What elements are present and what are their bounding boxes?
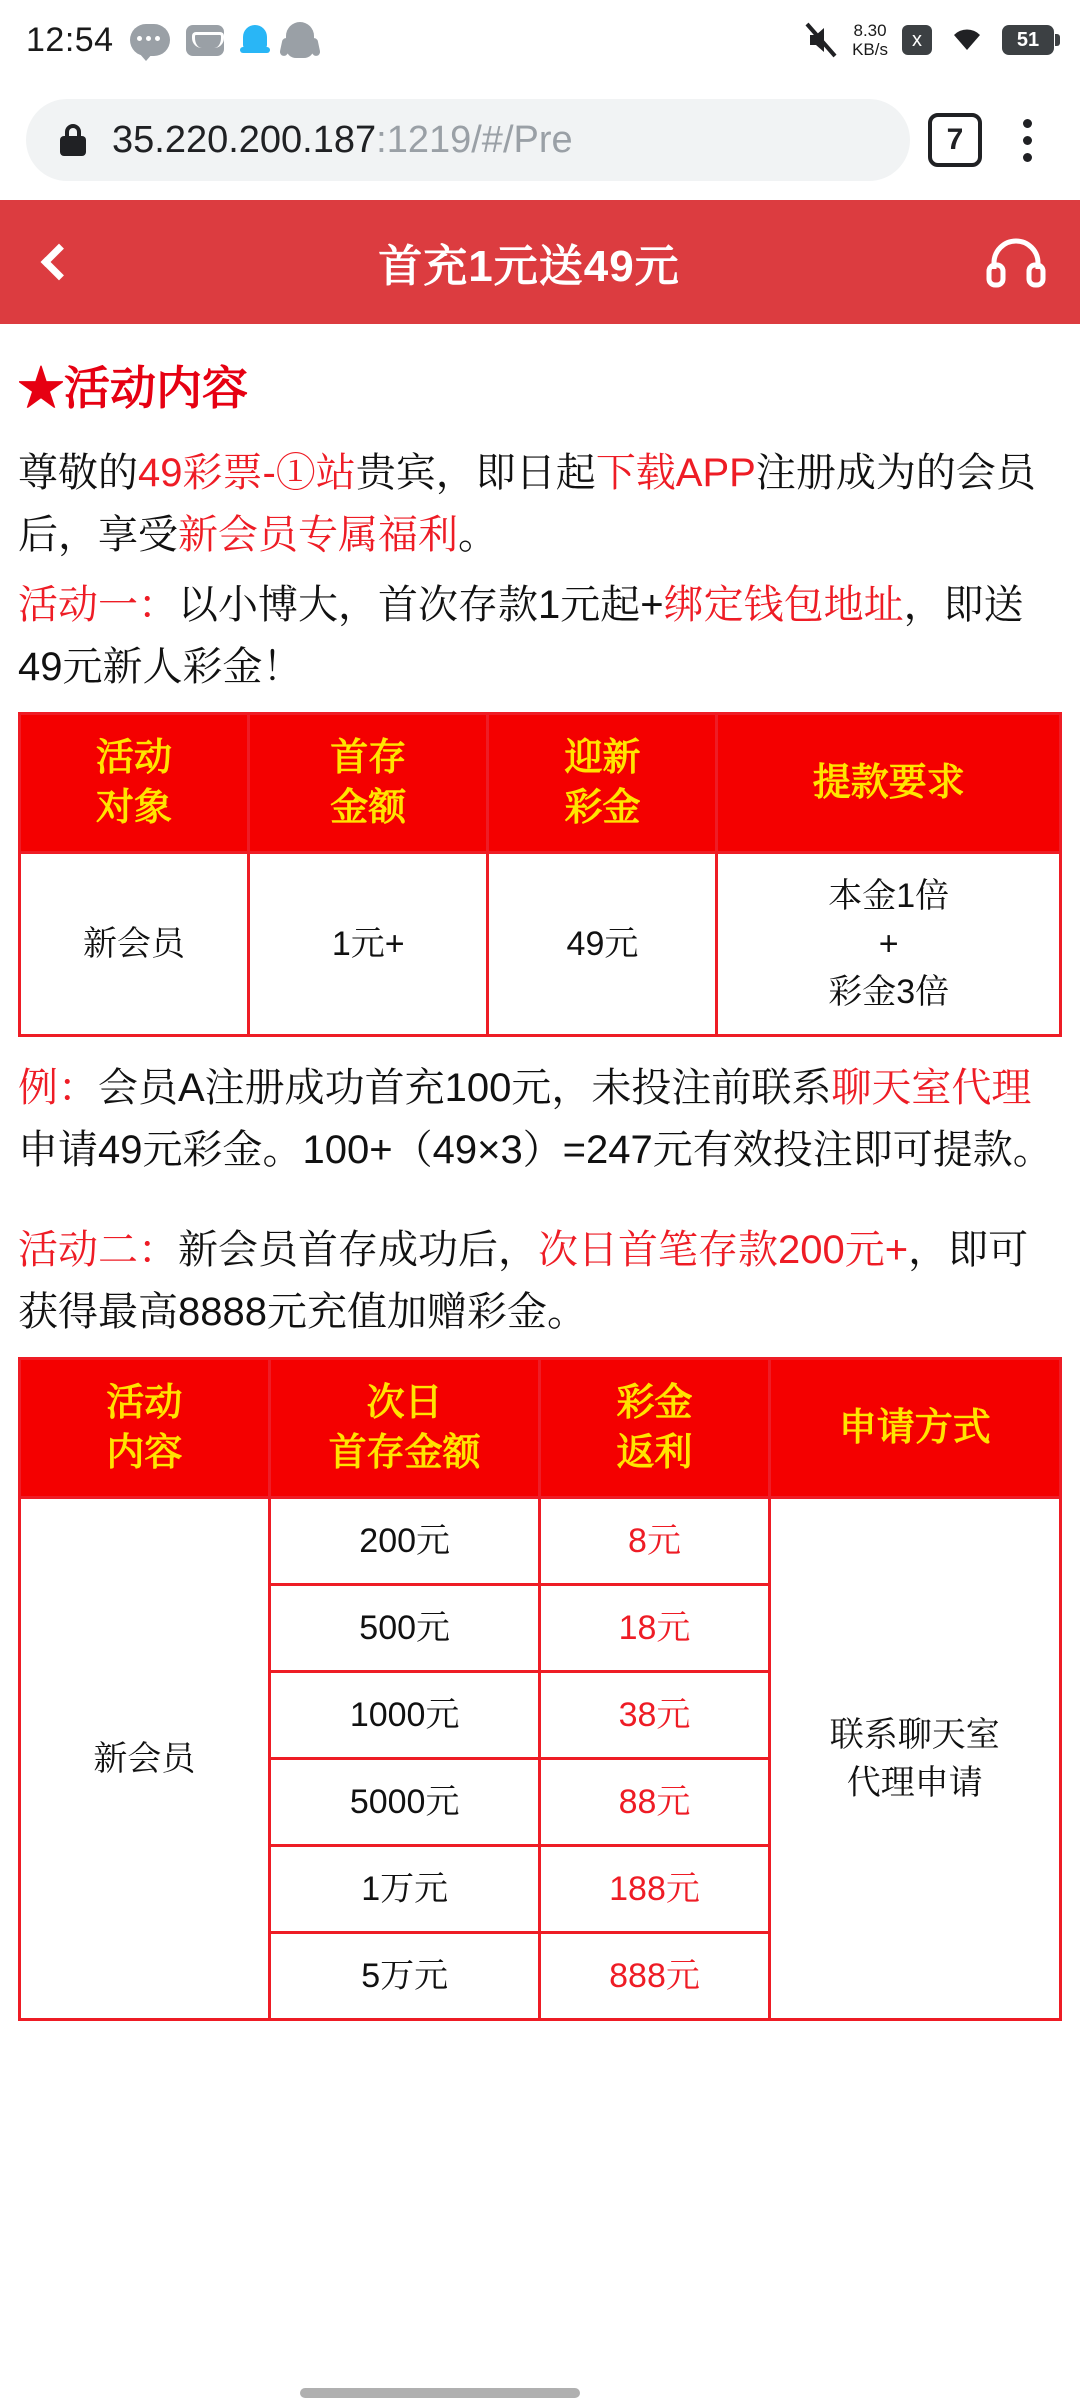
wifi-icon bbox=[946, 22, 988, 59]
th-bonus-line2: 彩金 bbox=[564, 787, 641, 829]
cell2-rebate: 18元 bbox=[540, 1585, 769, 1672]
th2-deposit-line2: 首存金额 bbox=[328, 1432, 481, 1474]
th-target-line2: 对象 bbox=[96, 787, 173, 829]
url-text bbox=[112, 119, 573, 162]
tab-switcher-button[interactable]: 7 bbox=[928, 113, 982, 167]
cell-withdraw bbox=[717, 853, 1061, 1036]
example-text-2: 申请49元彩金。100+（49×3）=247元 bbox=[18, 1128, 693, 1172]
th-withdraw-line1: 提款要求 bbox=[812, 762, 965, 804]
th-deposit-line1: 首存 bbox=[330, 737, 407, 779]
cell2-apply-method bbox=[769, 1498, 1061, 2020]
network-speed-indicator bbox=[852, 21, 888, 59]
intro-paragraph bbox=[18, 442, 1062, 566]
intro-text-4: 为的会员后，享受 bbox=[18, 451, 1036, 557]
qq-icon bbox=[286, 22, 314, 58]
horizontal-scrollbar[interactable] bbox=[300, 2388, 580, 2398]
cell-deposit: 1元+ bbox=[249, 853, 488, 1036]
activity-one-paragraph bbox=[18, 574, 1062, 698]
android-status-bar bbox=[0, 0, 1080, 80]
cell2-deposit: 200元 bbox=[269, 1498, 540, 1585]
cell-bonus: 49元 bbox=[488, 853, 717, 1036]
page-header bbox=[0, 200, 1080, 324]
browser-toolbar bbox=[0, 80, 1080, 200]
cell2-deposit: 500元 bbox=[269, 1585, 540, 1672]
th2-apply bbox=[769, 1359, 1061, 1498]
intro-text-2: 贵宾，即日起 bbox=[355, 451, 596, 495]
cell2-rebate: 188元 bbox=[540, 1846, 769, 1933]
brand-name: 49彩票-①站 bbox=[138, 451, 356, 495]
battery-indicator: 51 bbox=[1002, 25, 1054, 55]
chat-bubble-icon bbox=[130, 24, 170, 56]
th2-content bbox=[20, 1359, 270, 1498]
activity-one-label: 活动一： bbox=[18, 583, 178, 627]
cell2-deposit: 1000元 bbox=[269, 1672, 540, 1759]
network-speed-value: 8.30 bbox=[853, 21, 887, 40]
address-bar[interactable] bbox=[26, 99, 910, 181]
next-day-deposit-text: 次日首笔存款200元+ bbox=[538, 1228, 909, 1272]
table-row bbox=[20, 1498, 1061, 1585]
th2-rebate-line2: 返利 bbox=[616, 1432, 693, 1474]
table-header-row bbox=[20, 714, 1061, 853]
cell-withdraw-line3: 彩金3倍 bbox=[828, 973, 950, 1011]
th2-rebate-line1: 彩金 bbox=[616, 1382, 693, 1424]
cell2-deposit: 1万元 bbox=[269, 1846, 540, 1933]
cell-withdraw-line2: + bbox=[878, 925, 899, 963]
th-target-line1: 活动 bbox=[96, 737, 173, 779]
th2-rebate bbox=[540, 1359, 769, 1498]
bell-icon bbox=[240, 23, 270, 57]
example-text-3: 有效投注即可提款。 bbox=[692, 1128, 1053, 1172]
activity-one-text-2: ，即送49元新人彩金！ bbox=[18, 583, 1024, 689]
example-paragraph bbox=[18, 1057, 1062, 1181]
th2-content-line1: 活动 bbox=[106, 1382, 183, 1424]
activity-two-table bbox=[18, 1357, 1062, 2021]
cell2-rebate: 88元 bbox=[540, 1759, 769, 1846]
page-title: 首充1元送49元 bbox=[378, 242, 680, 291]
mail-icon bbox=[186, 25, 224, 56]
mute-icon bbox=[804, 21, 838, 59]
example-text-1: 会员A注册成功首充100元，未投注前联系 bbox=[98, 1066, 832, 1110]
cell2-member-type: 新会员 bbox=[20, 1498, 270, 2020]
th-withdraw bbox=[717, 714, 1061, 853]
th2-content-line2: 内容 bbox=[106, 1432, 183, 1474]
cell2-rebate: 8元 bbox=[540, 1498, 769, 1585]
th-bonus-line1: 迎新 bbox=[564, 737, 641, 779]
section-title: ★活动内容 bbox=[18, 362, 248, 414]
status-clock: 12:54 bbox=[26, 20, 114, 59]
url-path: :1219/#/Pre bbox=[376, 118, 573, 161]
cell2-deposit: 5000元 bbox=[269, 1759, 540, 1846]
th-deposit bbox=[249, 714, 488, 853]
download-app-link[interactable]: 下载APP bbox=[595, 451, 756, 495]
activity-two-text-1: 新会员首存成功后， bbox=[178, 1228, 538, 1272]
table-row bbox=[20, 853, 1061, 1036]
th-bonus bbox=[488, 714, 717, 853]
intro-text-1: 尊敬的 bbox=[18, 451, 138, 495]
cell-withdraw-line1: 本金1倍 bbox=[828, 877, 950, 915]
table-header-row bbox=[20, 1359, 1061, 1498]
status-bar-right bbox=[804, 21, 1054, 59]
th-target bbox=[20, 714, 249, 853]
cell2-apply-line2: 代理申请 bbox=[846, 1763, 983, 1802]
th-deposit-line2: 金额 bbox=[330, 787, 407, 829]
bind-wallet-text: 绑定钱包地址 bbox=[663, 583, 904, 627]
spacer bbox=[18, 1189, 1062, 1219]
cell2-rebate: 888元 bbox=[540, 1933, 769, 2020]
lock-icon bbox=[60, 124, 86, 156]
activity-one-text-1: 以小博大，首次存款1元起+ bbox=[178, 583, 664, 627]
th2-deposit bbox=[269, 1359, 540, 1498]
activity-one-table bbox=[18, 712, 1062, 1037]
activity-two-paragraph bbox=[18, 1219, 1062, 1343]
chatroom-agent-text: 聊天室代理 bbox=[831, 1066, 1032, 1110]
activity-two-label: 活动二： bbox=[18, 1228, 178, 1272]
cell2-apply-line1: 联系聊天室 bbox=[829, 1715, 1000, 1754]
cell2-deposit: 5万元 bbox=[269, 1933, 540, 2020]
chevron-left-icon[interactable] bbox=[41, 244, 78, 281]
promo-content bbox=[0, 324, 1080, 2021]
intro-text-3: 注册成 bbox=[755, 451, 876, 495]
url-host: 35.220.200.187 bbox=[112, 118, 377, 161]
headset-icon[interactable] bbox=[986, 235, 1046, 289]
intro-text-5: 。 bbox=[458, 513, 498, 557]
new-member-benefit: 新会员专属福利 bbox=[178, 513, 458, 557]
th2-deposit-line1: 次日 bbox=[366, 1382, 443, 1424]
cell2-rebate: 38元 bbox=[540, 1672, 769, 1759]
activity-two-text-2: ，即可获得最高8888元充值加赠彩金。 bbox=[18, 1228, 1029, 1334]
network-speed-unit: KB/s bbox=[852, 40, 888, 59]
th2-apply-line1: 申请方式 bbox=[838, 1407, 991, 1449]
example-label: 例： bbox=[18, 1066, 98, 1110]
cell-target: 新会员 bbox=[20, 853, 249, 1036]
kebab-menu-icon[interactable] bbox=[1000, 119, 1054, 162]
x-app-icon: x bbox=[902, 25, 932, 55]
status-bar-left bbox=[26, 21, 314, 60]
